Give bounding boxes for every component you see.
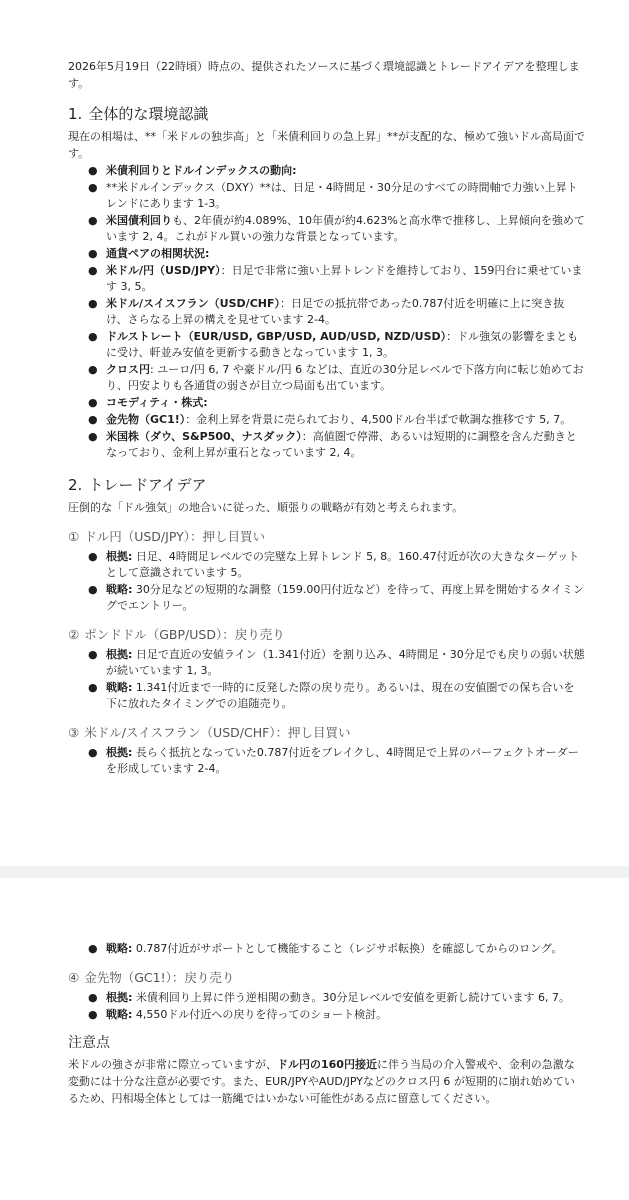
item-text: 米債利回り上昇に伴う逆相関の動き。30分足レベルで安値を更新し続けています 6, 7。	[132, 991, 570, 1004]
idea-heading	[68, 528, 585, 546]
item-label: 米債利回りとドルインデックスの動向:	[106, 164, 297, 177]
list-item	[86, 296, 585, 328]
section-number: 2.	[68, 476, 83, 494]
idea-title: 金先物（GC1!）：戻り売り	[84, 970, 235, 985]
item-text: 4,550ドル付近への戻りを待ってのショート検討。	[132, 1008, 388, 1021]
bullet-icon: ●	[88, 430, 98, 443]
item-label: 戦略:	[106, 942, 133, 955]
intro-paragraph: 2026年5月19日（22時頃）時点の、提供されたソースに基づく環境認識とトレードアイデアを整理します。	[68, 60, 580, 90]
bullet-icon: ●	[88, 413, 98, 426]
item-label: 米国株（ダウ、S&P500、ナスダック）	[106, 430, 302, 443]
bullet-icon: ●	[88, 396, 98, 409]
list-item	[86, 213, 585, 245]
item-label: 根拠:	[106, 550, 133, 563]
idea-list	[68, 647, 585, 712]
item-text: ：金利上昇を背景に売られており、4,500ドル台半ばで軟調な推移です 5, 7。	[185, 413, 572, 426]
item-label: 米国債利回り	[106, 214, 172, 227]
item-label: 根拠:	[106, 648, 133, 661]
item-label: 根拠:	[106, 991, 133, 1004]
item-text: ：ドル強気の影響をまともに受け、軒並み安値を更新する動きとなっています 1, 3。	[106, 330, 579, 359]
bullet-icon: ●	[88, 363, 98, 376]
idea-heading-4	[68, 969, 585, 987]
document-page-2	[0, 878, 629, 1200]
list-item	[86, 362, 585, 394]
item-label: 金先物（GC1!）	[106, 413, 186, 426]
idea-marker: ③	[68, 725, 80, 740]
item-text: ：高値圏で停滞、あるいは短期的に調整を含んだ動きとなっており、金利上昇が重石となっています 2, 4。	[106, 430, 577, 459]
item-text: **米ドルインデックス（DXY）**は、日足・4時間足・30分足のすべての時間軸で力強い上昇トレンドにあります 1-3。	[106, 181, 578, 210]
item-text: 日足、4時間足レベルでの完璧な上昇トレンド 5, 8。160.47付近が次の大きなターゲットとして意識されています 5。	[106, 550, 580, 579]
idea-title: ポンドドル（GBP/USD）：戻り売り	[84, 627, 285, 642]
bullet-icon: ●	[88, 247, 98, 260]
bullet-icon: ●	[88, 550, 98, 563]
item-text: : ユーロ/円 6, 7 や豪ドル/円 6 などは、直近の30分足レベルで下落方向に転じ始めており、円安よりも各通貨の弱さが目立つ局面も出ています。	[106, 363, 584, 392]
section-2-lead: 圧倒的な「ドル強気」の地合いに従った、順張りの戦略が有効と考えられます。	[68, 501, 464, 514]
bullet-icon: ●	[88, 181, 98, 194]
list-item	[86, 163, 585, 179]
item-label: クロス円	[106, 363, 150, 376]
idea-list	[68, 745, 585, 777]
section-heading-2	[68, 475, 585, 495]
section-heading-1	[68, 104, 585, 124]
list-item	[86, 412, 585, 428]
caution-paragraph	[68, 1056, 585, 1107]
section-number: 1.	[68, 105, 83, 123]
list-item	[86, 549, 585, 581]
bullet-icon: ●	[88, 214, 98, 227]
bullet-icon: ●	[88, 583, 98, 596]
idea-marker: ①	[68, 529, 80, 544]
idea-list	[68, 549, 585, 614]
list-item	[86, 429, 585, 461]
section-1-list	[68, 163, 585, 461]
bullet-icon: ●	[88, 297, 98, 310]
item-label: 根拠:	[106, 746, 133, 759]
bullet-icon: ●	[88, 991, 98, 1004]
idea-4-list	[68, 990, 585, 1023]
list-item	[86, 246, 585, 262]
section-title: トレードアイデア	[88, 476, 207, 494]
list-item	[86, 180, 585, 212]
item-label: コモディティ・株式:	[106, 396, 208, 409]
item-label: 通貨ペアの相関状況:	[106, 247, 210, 260]
section-1-lead: 現在の相場は、**「米ドルの独歩高」と「米債利回りの急上昇」**が支配的な、極めて強いドル高局面です。	[68, 130, 585, 160]
idea-heading	[68, 626, 585, 644]
item-text: 1.341付近まで一時的に反発した際の戻り売り。あるいは、現在の安値圏での保ち合いを下に放れたタイミングでの追随売り。	[106, 681, 575, 710]
list-item	[86, 582, 585, 614]
item-label: 米ドル/スイスフラン（USD/CHF）	[106, 297, 280, 310]
caution-text-a: 米ドルの強さが非常に際立っていますが、	[68, 1058, 277, 1071]
list-item	[86, 395, 585, 411]
bullet-icon: ●	[88, 942, 98, 955]
item-label: 戦略:	[106, 1008, 133, 1021]
idea-heading	[68, 724, 585, 742]
item-text: 0.787付近がサポートとして機能すること（レジサポ転換）を確認してからのロング。	[132, 942, 563, 955]
bullet-icon: ●	[88, 1008, 98, 1021]
list-item	[86, 745, 585, 777]
list-item	[86, 263, 585, 295]
bullet-icon: ●	[88, 681, 98, 694]
list-item	[86, 941, 585, 957]
bullet-icon: ●	[88, 330, 98, 343]
item-label: 戦略:	[106, 583, 133, 596]
caution-text-bold: ドル円の160円接近	[277, 1058, 377, 1071]
item-text: ：日足で非常に強い上昇トレンドを維持しており、159円台に乗せています 3, 5。	[106, 264, 583, 293]
bullet-icon: ●	[88, 746, 98, 759]
idea-title: 米ドル/スイスフラン（USD/CHF）：押し目買い	[84, 725, 351, 740]
idea-marker: ②	[68, 627, 80, 642]
section-title: 全体的な環境認識	[88, 105, 209, 123]
continued-list	[68, 941, 585, 957]
trade-ideas	[68, 528, 585, 777]
list-item	[86, 990, 585, 1006]
bullet-icon: ●	[88, 164, 98, 177]
list-item	[86, 647, 585, 679]
item-label: 戦略:	[106, 681, 133, 694]
list-item	[86, 1007, 585, 1023]
item-text: 30分足などの短期的な調整（159.00円付近など）を待って、再度上昇を開始するタイミングでエントリー。	[106, 583, 584, 612]
item-label: 米ドル/円（USD/JPY）	[106, 264, 221, 277]
item-text: 日足で直近の安値ライン（1.341付近）を割り込み、4時間足・30分足でも戻りの弱い状態が続いています 1, 3。	[106, 648, 585, 677]
caution-text-b: に伴う当局の介入警戒や、金利の急激な変動には十分な注意が必要です。また、EUR/JPYやAUD/JPYなどのクロス円 6 が短期的に崩れ始めているため、円相場全体としては一筋縄ではいかない可能性がある点に留意してください。	[68, 1058, 575, 1105]
item-text: も、2年債が約4.089%、10年債が約4.623%と高水準で推移し、上昇傾向を強めています 2, 4。これがドル買いの強力な背景となっています。	[106, 214, 585, 243]
bullet-icon: ●	[88, 264, 98, 277]
list-item	[86, 680, 585, 712]
idea-title: ドル円（USD/JPY）：押し目買い	[84, 529, 265, 544]
idea-marker: ④	[68, 970, 80, 985]
item-text: 長らく抵抗となっていた0.787付近をブレイクし、4時間足で上昇のパーフェクトオーダーを形成しています 2-4。	[106, 746, 579, 775]
caution-heading: 注意点	[68, 1035, 110, 1051]
item-text: ：日足での抵抗帯であった0.787付近を明確に上に突き抜け、さらなる上昇の構えを見せています 2-4。	[106, 297, 565, 326]
item-label: ドルストレート（EUR/USD, GBP/USD, AUD/USD, NZD/USD）	[106, 330, 447, 343]
bullet-icon: ●	[88, 648, 98, 661]
list-item	[86, 329, 585, 361]
